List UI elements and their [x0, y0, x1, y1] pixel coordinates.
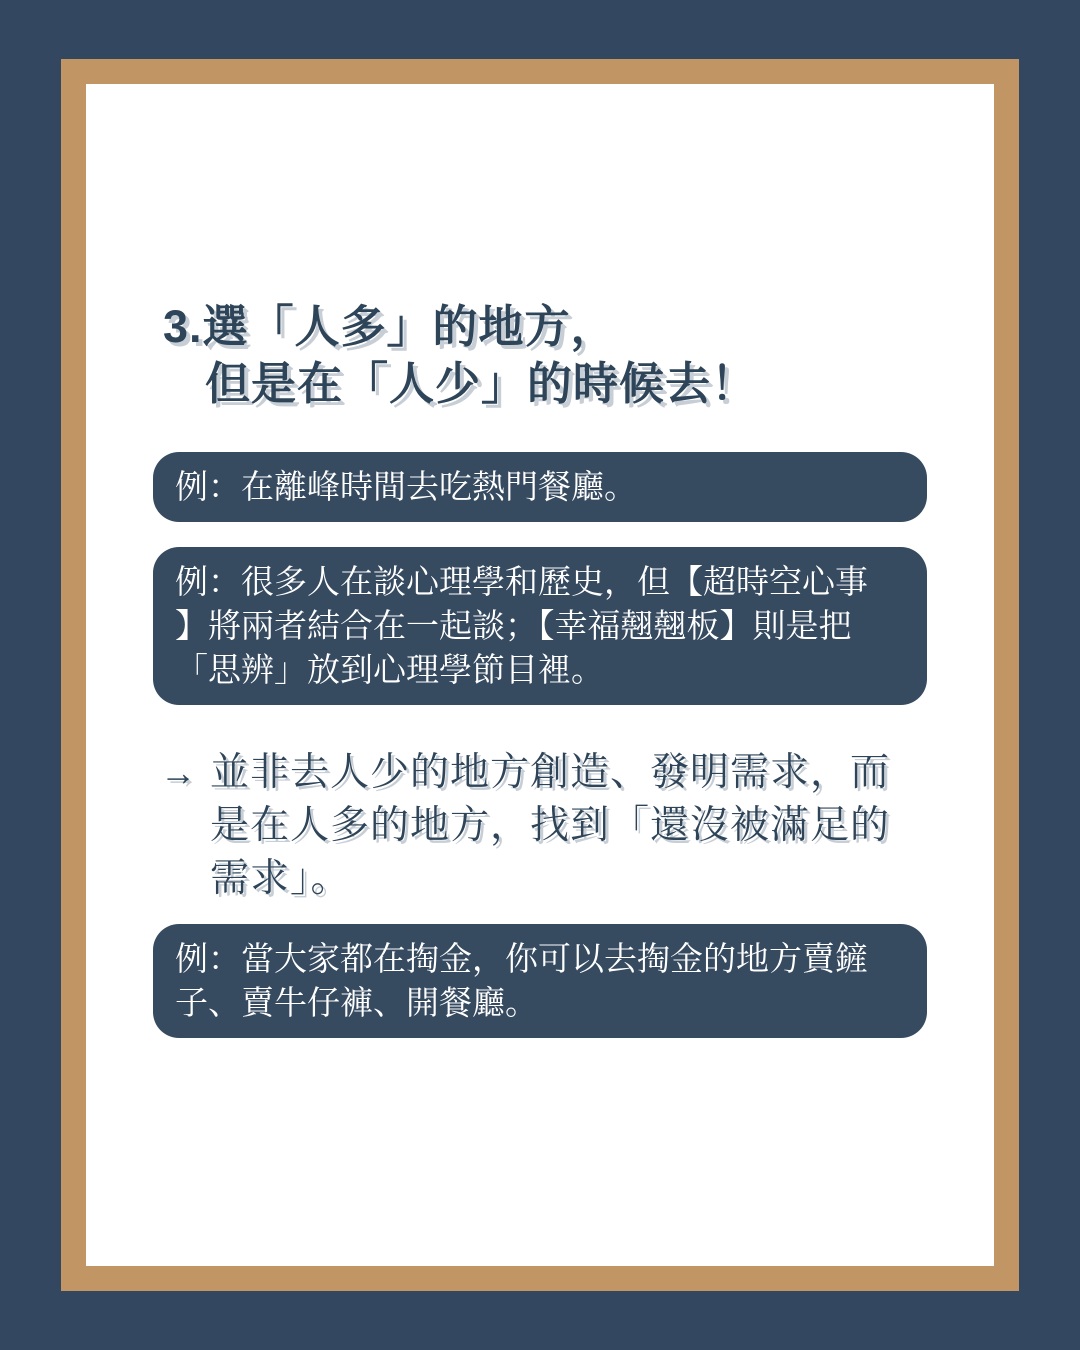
right-arrow-icon: → [160, 752, 196, 793]
example-box-1 [153, 452, 927, 522]
example-box-text-line: 子、賣牛仔褲、開餐廳。 [175, 984, 538, 1021]
note-text-line: 是在人多的地方，找到「還沒被滿足的 [210, 804, 891, 847]
example-box-text-line: 例：很多人在談心理學和歷史，但【超時空心事 [175, 563, 868, 600]
note-text-line: 需求」。 [210, 857, 351, 900]
example-box-text-line: 「思辨」放到心理學節目裡。 [175, 651, 604, 688]
note-paragraph [160, 746, 890, 905]
example-box-text-line: 】將兩者結合在一起談；【幸福翹翹板】則是把 [175, 607, 852, 644]
title-line-1: 3.選「人多」的地方， [163, 301, 617, 352]
example-box-3 [153, 924, 927, 1038]
example-box-text-line: 例：當大家都在掏金，你可以去掏金的地方賣鏟 [175, 940, 868, 977]
example-box-text-line: 例：在離峰時間去吃熱門餐廳。 [175, 468, 637, 505]
note-text [210, 746, 890, 905]
example-box-2 [153, 547, 927, 705]
note-text-line: 並非去人少的地方創造、發明需求，而 [210, 751, 891, 794]
title-line-2: 但是在「人少」的時候去！ [205, 358, 758, 409]
section-title [163, 298, 757, 412]
